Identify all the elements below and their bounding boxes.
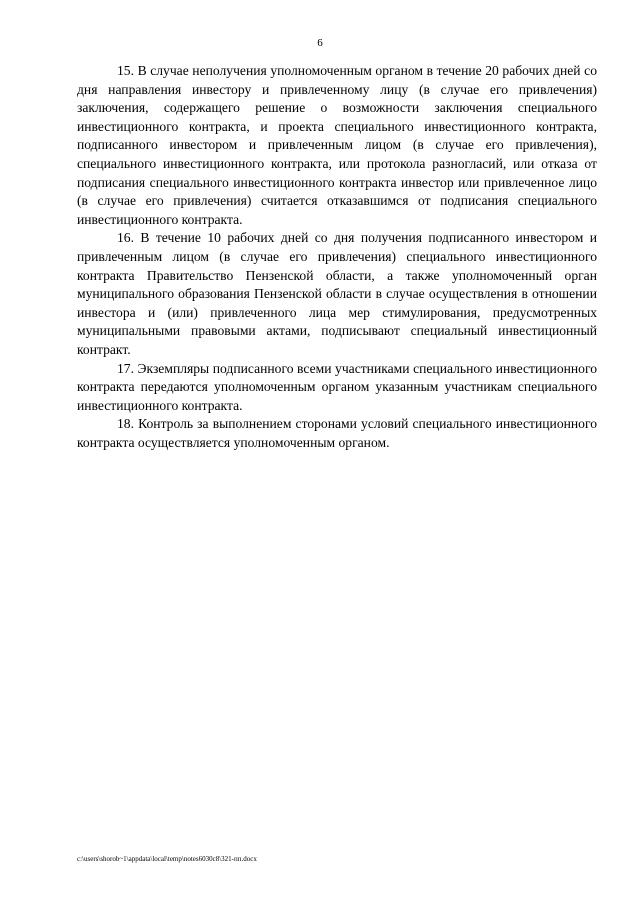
footer-file-path: c:\users\shorob~1\appdata\local\temp\notes6030c8\321-пп.docx [77, 855, 257, 863]
paragraph-15: 15. В случае неполучения уполномоченным органом в течение 20 рабочих дней со дня направления инвестору и привлеченному лицу (в случае его привлечения) заключения, содержащего решение о возможности заключения специального инвестиционного контракта, и проекта специального инвестиционного контракта, подписанного инвестором и привлеченным лицом (в случае его привлечения), специального инвестиционного контракта, или протокола разногласий, или отказа от подписания специального инвестиционного контракта инвестор или привлеченное лицо (в случае его привлечения) считается отказавшимся от подписания специального инвестиционного контракта. [77, 63, 597, 227]
document-body [77, 62, 597, 452]
paragraph-18: 18. Контроль за выполнением сторонами условий специального инвестиционного контракта осуществляется уполномоченным органом. [77, 416, 597, 450]
paragraph-16: 16. В течение 10 рабочих дней со дня получения подписанного инвестором и привлеченным лицом (в случае его привлечения) специального инвестиционного контракта Правительство Пензенской области, а также уполномоченный орган муниципального образования Пензенской области в случае осуществления в отношении инвестора и (или) привлеченного лица мер стимулирования, предусмотренных муниципальными правовыми актами, подписывают специальный инвестиционный контракт. [77, 230, 597, 357]
page-number: 6 [317, 37, 323, 49]
paragraph-17: 17. Экземпляры подписанного всеми участниками специального инвестиционного контракта передаются уполномоченным органом указанным участникам специального инвестиционного контракта. [77, 360, 597, 413]
